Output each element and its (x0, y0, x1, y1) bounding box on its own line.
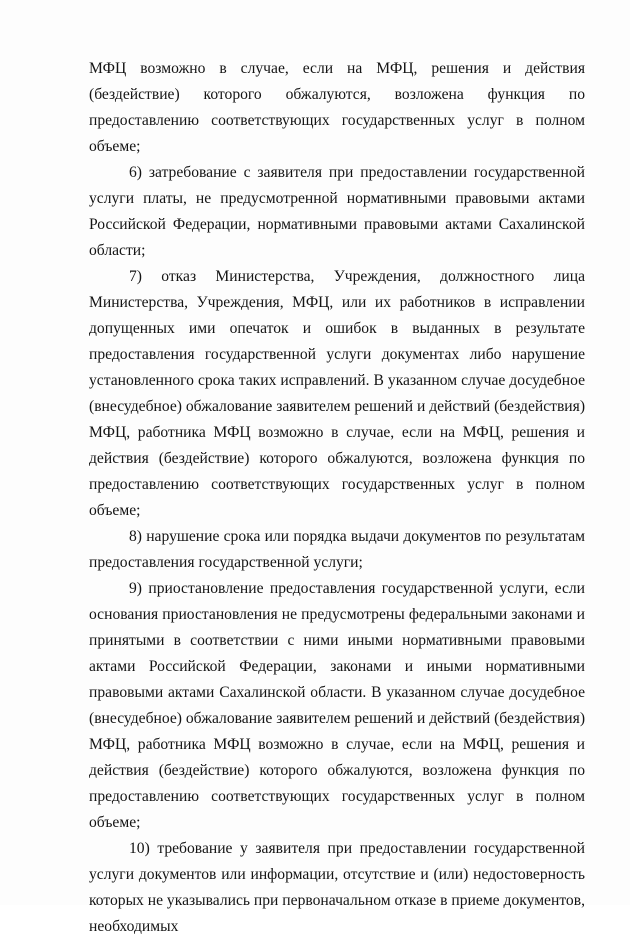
document-body (89, 56, 585, 940)
paragraph-item-9: 9) приостановление предоставления государственной услуги, если основания приостановления не предусмотрены федеральными законами и принятыми в соответствии с ними иными нормативными правовыми актами Российской Федерации, законами и иными нормативными правовыми актами Сахалинской области. В указанном случае досудебное (внесудебное) обжалование заявителем решений и действий (бездействия) МФЦ, работника МФЦ возможно в случае, если на МФЦ, решения и действия (бездействие) которого обжалуются, возложена функция по предоставлению соответствующих государственных услуг в полном объеме; (89, 580, 586, 831)
paragraph-item-6: 6) затребование с заявителя при предоставлении государственной услуги платы, не предусмотренной нормативными правовыми актами Российской Федерации, нормативными правовыми актами Сахалинской области; (89, 164, 585, 259)
paragraph-continuation: МФЦ возможно в случае, если на МФЦ, решения и действия (бездействие) которого обжалуются, возложена функция по предоставлению соответствующих государственных услуг в полном объеме; (89, 60, 585, 155)
paragraph-item-8: 8) нарушение срока или порядка выдачи документов по результатам предоставления государственной услуги; (89, 528, 585, 571)
paragraph-item-10: 10) требование у заявителя при предоставлении государственной услуги документов или информации, отсутствие и (или) недостоверность которых не указывались при первоначальном отказе в приеме документов, необходимых (89, 840, 585, 935)
paragraph-item-7: 7) отказ Министерства, Учреждения, должностного лица Министерства, Учреждения, МФЦ, или их работников в исправлении допущенных ими опечаток и ошибок в выданных в результате предоставления государственной услуги документах либо нарушение установленного срока таких исправлений. В указанном случае досудебное (внесудебное) обжалование заявителем решений и действий (бездействия) МФЦ, работника МФЦ возможно в случае, если на МФЦ, решения и действия (бездействие) которого обжалуются, возложена функция по предоставлению соответствующих государственных услуг в полном объеме; (89, 268, 586, 519)
